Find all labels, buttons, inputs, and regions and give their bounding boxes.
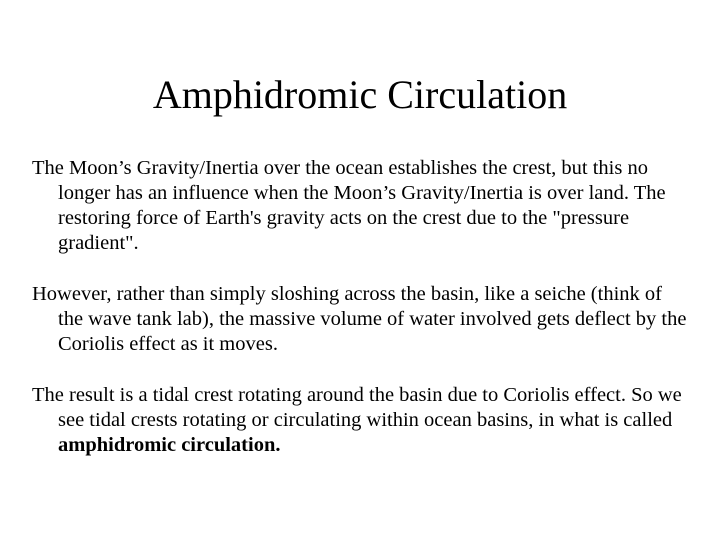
paragraph-2: However, rather than simply sloshing across the basin, like a seiche (think of the wave tank lab), the massive volume of water involved gets deflect by the Coriolis effect as it moves.: [32, 283, 687, 355]
paragraph-3-bold-term: amphidromic circulation.: [58, 434, 281, 456]
slide-title: Amphidromic Circulation: [152, 72, 568, 117]
paragraph-3: [32, 383, 692, 458]
paragraph-1: The Moon’s Gravity/Inertia over the ocean establishes the crest, but this no longer has an influence when the Moon’s Gravity/Inertia is over land. The restoring force of Earth's gravity acts on the crest due to the "pressure gradient".: [32, 157, 666, 254]
paragraph-3-text: The result is a tidal crest rotating around the basin due to Coriolis effect. So we see tidal crests rotating or circulating within ocean basins, in what is called: [32, 384, 682, 431]
slide-body: [32, 156, 692, 484]
